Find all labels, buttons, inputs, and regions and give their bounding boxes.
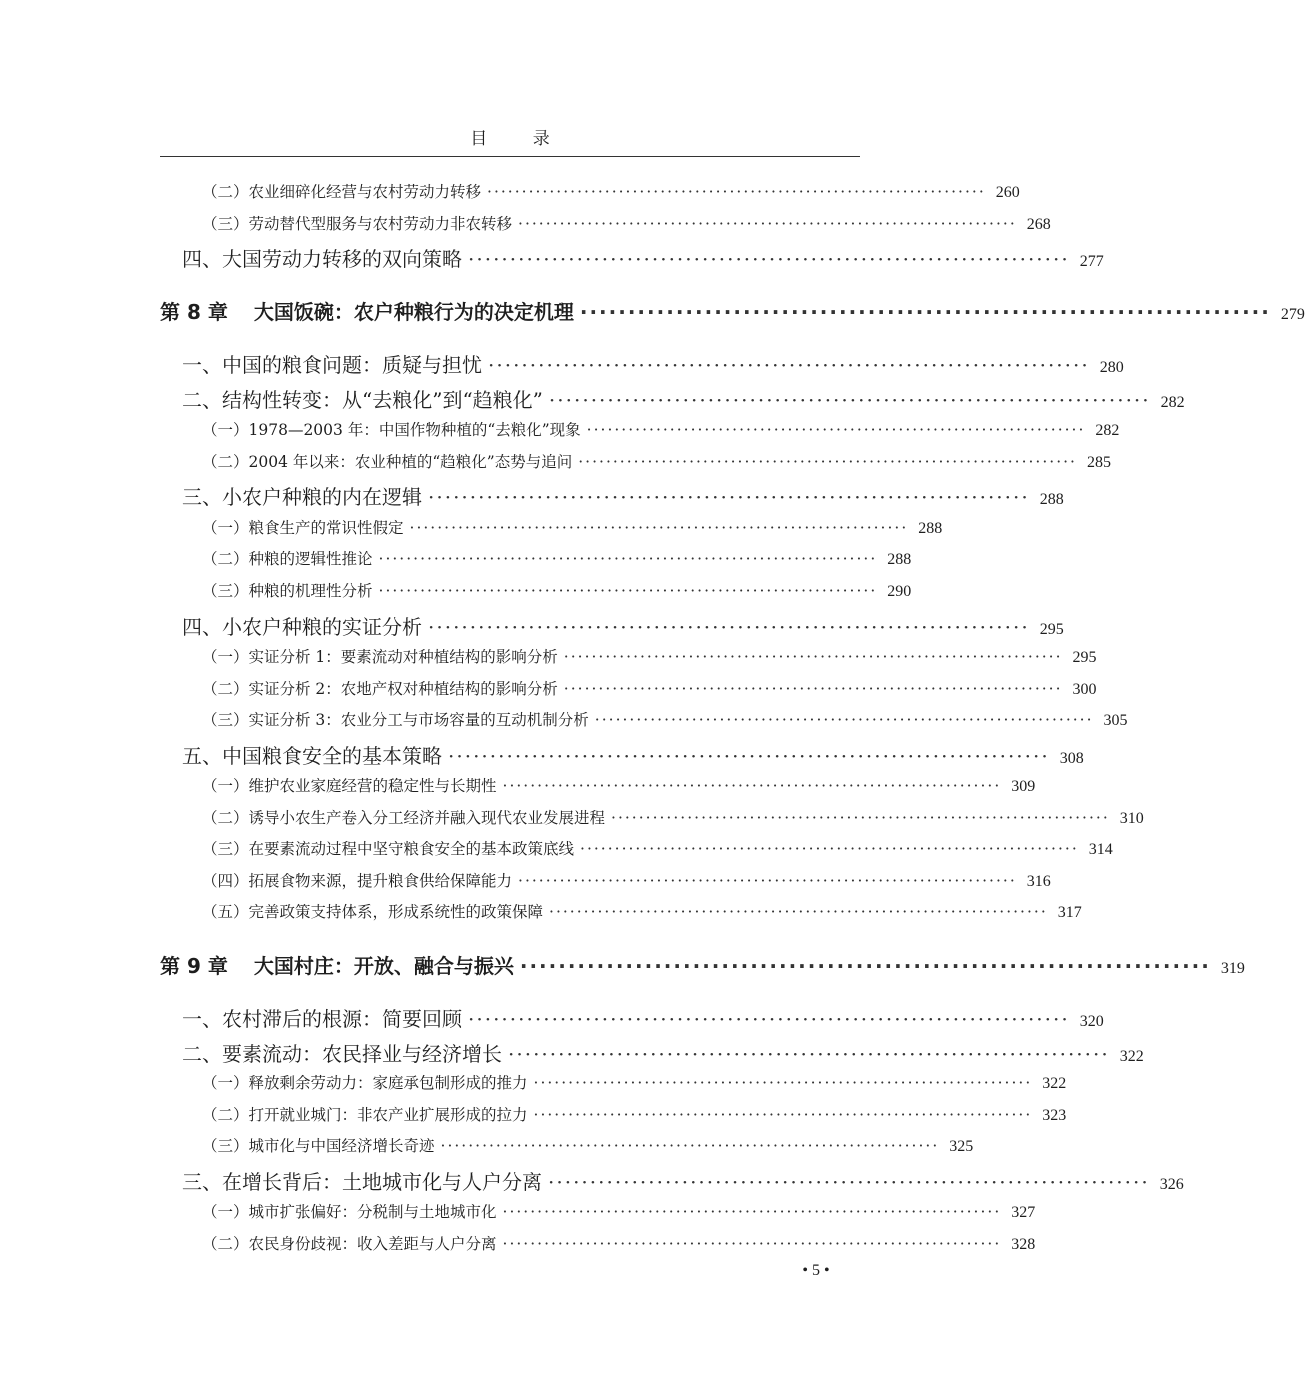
toc-entry[interactable]: （二）诱导小农生产卷入分工经济并融入现代农业发展进程 ········································································ 310 xyxy=(202,809,1144,827)
toc-entry[interactable]: （一）粮食生产的常识性假定 ········································································ 288 xyxy=(202,519,943,537)
toc-entry[interactable]: （二）打开就业城门：非农产业扩展形成的拉力 ········································································ 323 xyxy=(202,1106,1067,1124)
dot-leader: ········································································ xyxy=(594,711,1094,729)
page-number: 325 xyxy=(949,1138,974,1155)
dot-leader: ········································································ xyxy=(548,1170,1150,1194)
page-number: 285 xyxy=(1086,454,1111,471)
dot-leader: ········································································ xyxy=(563,648,1063,666)
toc-entry[interactable]: （二）实证分析 2：农地产权对种植结构的影响分析 ········································································ 300 xyxy=(202,680,1097,698)
dot-leader: ········································································ xyxy=(378,582,878,600)
toc-entry[interactable]: （一）维护农业家庭经营的稳定性与长期性 ········································································ 309 xyxy=(202,777,1036,795)
page-number: 300 xyxy=(1072,681,1097,698)
page-number: 290 xyxy=(887,583,912,600)
header-char-1: 目 xyxy=(470,129,488,149)
dot-leader: ········································································ xyxy=(518,215,1017,233)
toc-entry[interactable]: （一）1978—2003 年：中国作物种植的“去粮化”现象 ········································································ 282 xyxy=(202,421,1120,439)
dot-leader: ········································································ xyxy=(502,1235,1002,1253)
toc-entry[interactable]: 三、在增长背后：土地城市化与人户分离 ········································································ 326 xyxy=(182,1170,1184,1194)
page-number: 280 xyxy=(1099,359,1124,376)
dot-leader: ········································································ xyxy=(611,809,1110,827)
toc-entry[interactable]: （三）在要素流动过程中坚守粮食安全的基本政策底线 ········································································ 314 xyxy=(202,840,1113,858)
page-number: 282 xyxy=(1095,422,1120,439)
dot-leader: ········································································ xyxy=(502,1203,1002,1221)
toc-entry[interactable]: （一）释放剩余劳动力：家庭承包制形成的推力 ········································································ 322 xyxy=(202,1074,1067,1092)
dot-leader: ········································································ xyxy=(533,1074,1033,1092)
dot-leader: ········································································ xyxy=(563,680,1063,698)
toc-entry[interactable]: 四、大国劳动力转移的双向策略 ········································································ 277 xyxy=(182,247,1104,271)
page-number: 288 xyxy=(887,551,912,568)
chapter-entry[interactable] xyxy=(160,296,1305,325)
page-number: 317 xyxy=(1057,904,1082,921)
toc-entry[interactable]: 三、小农户种粮的内在逻辑 ········································································ 288 xyxy=(182,485,1064,509)
page-folio: • 5 • xyxy=(802,1262,830,1279)
header-char-2: 录 xyxy=(532,129,550,149)
dot-leader: ········································································ xyxy=(578,453,1077,471)
chapter-title: 大国村庄：开放、融合与振兴 xyxy=(253,954,514,978)
page-number: 295 xyxy=(1072,649,1097,666)
page-number: 260 xyxy=(995,184,1020,201)
toc-entry[interactable]: 一、中国的粮食问题：质疑与担忧 ········································································ 280 xyxy=(182,353,1124,377)
dot-leader: ········································································ xyxy=(378,550,878,568)
page-number: 277 xyxy=(1079,253,1104,270)
dot-leader: ········································································ xyxy=(428,485,1030,509)
toc-entry[interactable]: 四、小农户种粮的实证分析 ········································································ 295 xyxy=(182,615,1064,639)
chapter-number: 第 9 章 xyxy=(160,954,228,978)
page-number: 323 xyxy=(1042,1107,1067,1124)
dot-leader: ········································································ xyxy=(579,300,1271,324)
page-number: 308 xyxy=(1059,750,1084,767)
dot-leader: ········································································ xyxy=(468,1007,1070,1031)
dot-leader: ········································································ xyxy=(519,954,1211,978)
page-number: 328 xyxy=(1011,1236,1036,1253)
page-number: 282 xyxy=(1160,394,1185,411)
toc-entry[interactable]: 五、中国粮食安全的基本策略 ········································································ 308 xyxy=(182,744,1084,768)
toc-entry[interactable]: （二）农民身份歧视：收入差距与人户分离 ········································································ 328 xyxy=(202,1235,1036,1253)
toc-entry[interactable]: （一）实证分析 1：要素流动对种植结构的影响分析 ········································································ 295 xyxy=(202,648,1097,666)
dot-leader: ········································································ xyxy=(533,1106,1033,1124)
dot-leader: ········································································ xyxy=(428,615,1030,639)
chapter-entry[interactable] xyxy=(160,950,1245,979)
page-number: 268 xyxy=(1026,216,1051,233)
page-number: 319 xyxy=(1220,960,1245,977)
page-number: 326 xyxy=(1159,1176,1184,1193)
toc-entry[interactable]: （三）实证分析 3：农业分工与市场容量的互动机制分析 ········································································ 305 xyxy=(202,711,1128,729)
toc-entry[interactable]: （五）完善政策支持体系，形成系统性的政策保障 ········································································ 317 xyxy=(202,903,1082,921)
dot-leader: ········································································ xyxy=(468,247,1070,271)
toc-entry[interactable]: 二、要素流动：农民择业与经济增长 ········································································ 322 xyxy=(182,1042,1144,1066)
page-number: 314 xyxy=(1088,841,1113,858)
dot-leader: ········································································ xyxy=(580,840,1079,858)
page-number: 305 xyxy=(1103,712,1128,729)
chapter-number: 第 8 章 xyxy=(160,300,228,324)
page-number: 327 xyxy=(1011,1204,1036,1221)
toc-entry[interactable]: （三）种粮的机理性分析 ········································································ 290 xyxy=(202,582,912,600)
toc-entry[interactable]: 二、结构性转变：从“去粮化”到“趋粮化” ········································································ 282 xyxy=(182,388,1185,412)
toc-entry[interactable]: 一、农村滞后的根源：简要回顾 ········································································ 320 xyxy=(182,1007,1104,1031)
page-number: 316 xyxy=(1026,873,1051,890)
dot-leader: ········································································ xyxy=(502,777,1002,795)
running-header xyxy=(160,124,860,157)
dot-leader: ········································································ xyxy=(409,519,909,537)
dot-leader: ········································································ xyxy=(440,1137,940,1155)
page-number: 309 xyxy=(1011,778,1036,795)
toc-entry[interactable]: （二）2004 年以来：农业种植的“趋粮化”态势与追问 ········································································ 285 xyxy=(202,453,1111,471)
dot-leader: ········································································ xyxy=(586,421,1086,439)
page-number: 322 xyxy=(1042,1075,1067,1092)
page-number: 279 xyxy=(1280,306,1305,323)
toc-entry[interactable]: （三）城市化与中国经济增长奇迹 ········································································ 325 xyxy=(202,1137,974,1155)
dot-leader: ········································································ xyxy=(448,744,1050,768)
dot-leader: ········································································ xyxy=(548,388,1151,412)
page-number: 295 xyxy=(1039,621,1064,638)
page-number: 320 xyxy=(1079,1013,1104,1030)
toc-entry[interactable]: （一）城市扩张偏好：分税制与土地城市化 ········································································ 327 xyxy=(202,1203,1036,1221)
dot-leader: ········································································ xyxy=(508,1042,1110,1066)
page-number: 288 xyxy=(1039,491,1064,508)
dot-leader: ········································································ xyxy=(487,183,986,201)
dot-leader: ········································································ xyxy=(549,903,1048,921)
toc-entry[interactable]: （三）劳动替代型服务与农村劳动力非农转移 ········································································ 268 xyxy=(202,215,1051,233)
dot-leader: ········································································ xyxy=(518,872,1017,890)
dot-leader: ········································································ xyxy=(488,353,1090,377)
page-number: 310 xyxy=(1119,810,1144,827)
chapter-title: 大国饭碗：农户种粮行为的决定机理 xyxy=(253,300,574,324)
page-number: 322 xyxy=(1119,1048,1144,1065)
toc-entry[interactable]: （二）农业细碎化经营与农村劳动力转移 ········································································ 260 xyxy=(202,183,1020,201)
page-number: 288 xyxy=(918,520,943,537)
toc-entry[interactable]: （四）拓展食物来源，提升粮食供给保障能力 ········································································ 316 xyxy=(202,872,1051,890)
toc-entry[interactable]: （二）种粮的逻辑性推论 ········································································ 288 xyxy=(202,550,912,568)
